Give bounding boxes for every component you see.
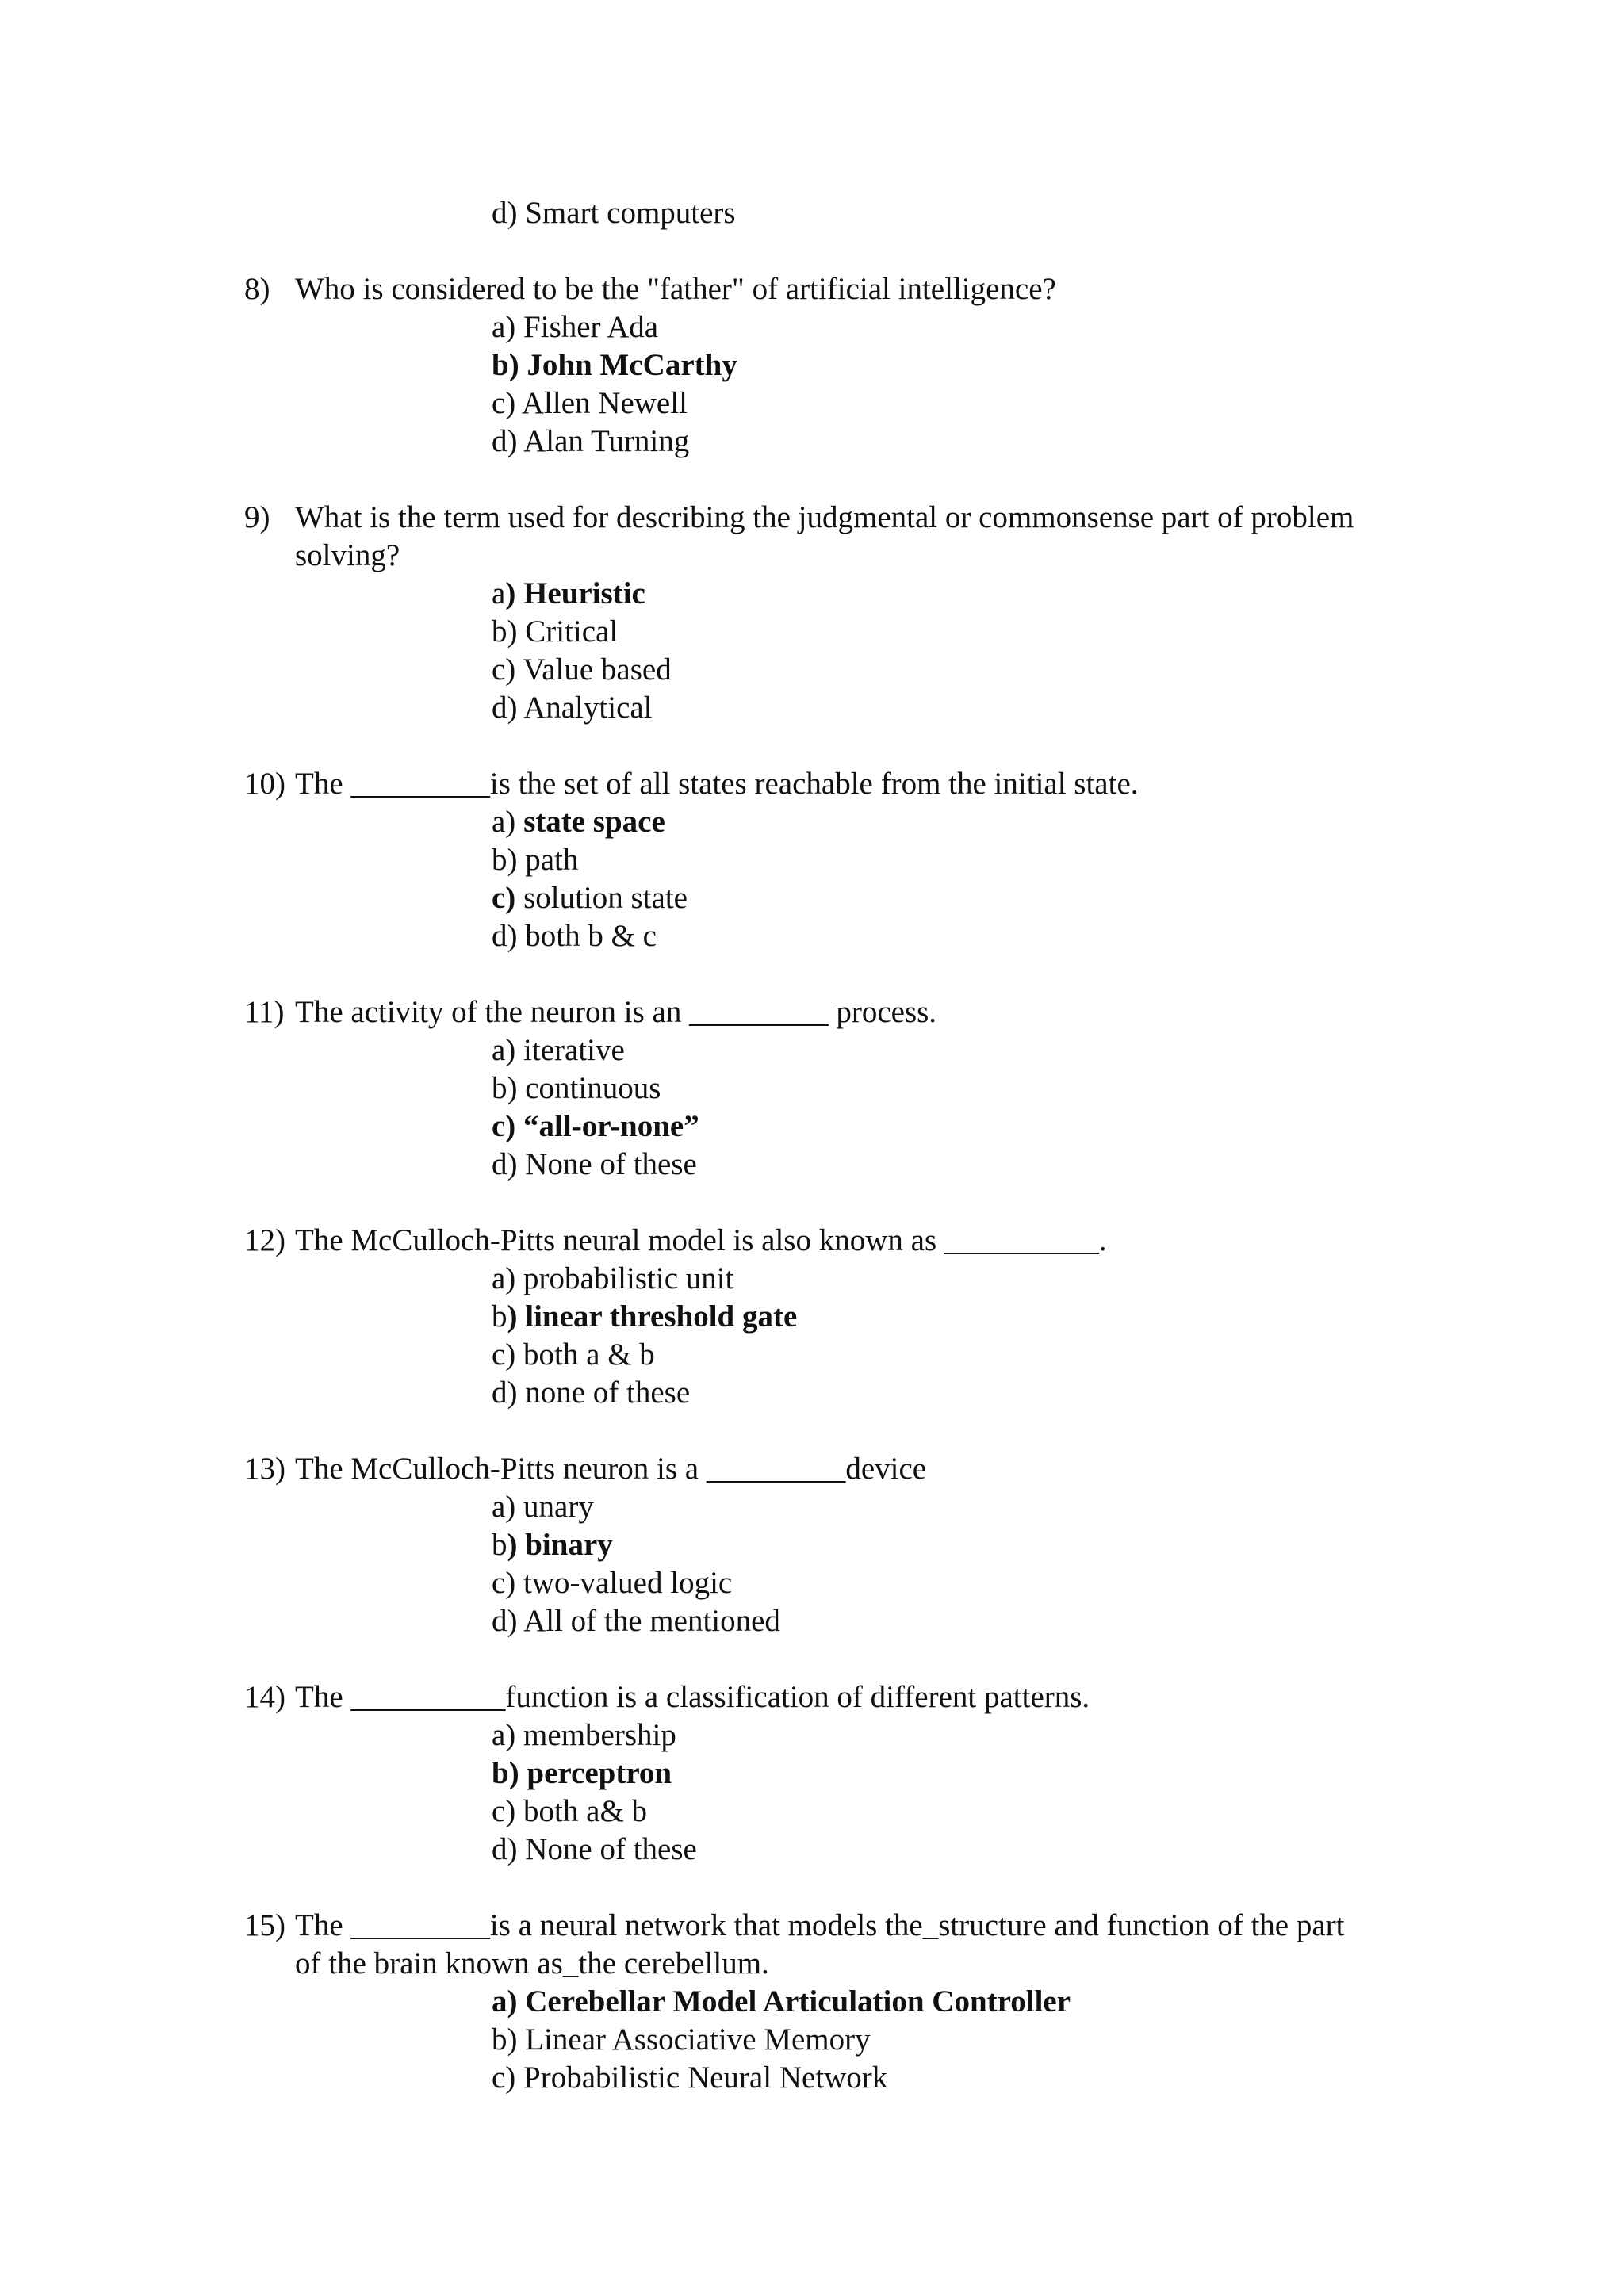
option-13b-bold: ) binary xyxy=(507,1528,613,1562)
question-text-15: The _________is a neural network that models the_structure and function of the part xyxy=(295,1908,1345,1942)
question-text-15-cont: of the brain known as_the cerebellum. xyxy=(295,1946,769,1980)
option-10c-bold-prefix: c) xyxy=(492,881,516,915)
option-11c-correct: c) “all-or-none” xyxy=(492,1109,699,1143)
question-text-13: The McCulloch-Pitts neuron is a _________device xyxy=(295,1452,927,1486)
option-9c: c) Value based xyxy=(492,652,672,687)
question-text-14: The __________function is a classification of different patterns. xyxy=(295,1680,1090,1714)
option-15a-correct: a) Cerebellar Model Articulation Controller xyxy=(492,1984,1071,2019)
option-12b-correct xyxy=(492,1298,797,1336)
option-14b-correct: b) perceptron xyxy=(492,1756,672,1790)
option-11d: d) None of these xyxy=(492,1147,697,1181)
question-text-11: The activity of the neuron is an _________ process. xyxy=(295,995,937,1029)
option-9d: d) Analytical xyxy=(492,691,653,725)
option-13a: a) unary xyxy=(492,1490,594,1524)
option-14a: a) membership xyxy=(492,1718,676,1752)
option-9a-prefix: a xyxy=(492,576,506,610)
option-8d: d) Alan Turning xyxy=(492,424,690,458)
option-10a-prefix: a) xyxy=(492,805,524,839)
option-12a: a) probabilistic unit xyxy=(492,1261,734,1295)
option-13d: d) All of the mentioned xyxy=(492,1604,780,1638)
option-12b-bold: ) linear threshold gate xyxy=(507,1299,798,1334)
option-9a-bold: ) Heuristic xyxy=(505,576,645,610)
option-12d: d) none of these xyxy=(492,1376,691,1410)
option-9a-correct xyxy=(492,575,645,613)
option-14d: d) None of these xyxy=(492,1832,697,1866)
option-10c-rest: solution state xyxy=(515,881,688,915)
option-13b-prefix: b xyxy=(492,1528,508,1562)
question-number-8: 8) xyxy=(244,272,270,306)
option-9b: b) Critical xyxy=(492,614,619,649)
option-14c: c) both a& b xyxy=(492,1794,648,1828)
question-number-14: 14) xyxy=(244,1680,285,1714)
option-8b-correct: b) John McCarthy xyxy=(492,348,737,382)
option-12c: c) both a & b xyxy=(492,1337,655,1372)
option-d-carryover: d) Smart computers xyxy=(492,196,736,230)
option-13c: c) two-valued logic xyxy=(492,1566,733,1600)
option-8c: c) Allen Newell xyxy=(492,386,688,420)
option-15b: b) Linear Associative Memory xyxy=(492,2022,871,2057)
option-10d: d) both b & c xyxy=(492,919,657,953)
option-11b: b) continuous xyxy=(492,1071,661,1105)
question-text-8: Who is considered to be the "father" of artificial intelligence? xyxy=(295,272,1056,306)
question-text-12: The McCulloch-Pitts neural model is also known as __________. xyxy=(295,1223,1107,1257)
option-13b-correct xyxy=(492,1526,613,1564)
option-10b: b) path xyxy=(492,843,579,877)
question-text-10: The _________is the set of all states reachable from the initial state. xyxy=(295,767,1139,801)
question-number-12: 12) xyxy=(244,1223,285,1257)
question-text-9-cont: solving? xyxy=(295,538,400,572)
question-number-9: 9) xyxy=(244,500,270,534)
question-number-10: 10) xyxy=(244,767,285,801)
question-number-11: 11) xyxy=(244,995,285,1029)
question-text-9: What is the term used for describing the judgmental or commonsense part of problem xyxy=(295,500,1354,534)
question-number-13: 13) xyxy=(244,1452,285,1486)
option-12b-prefix: b xyxy=(492,1299,508,1334)
option-15c: c) Probabilistic Neural Network xyxy=(492,2061,888,2095)
option-10a-bold: state space xyxy=(523,805,665,839)
option-8a: a) Fisher Ada xyxy=(492,310,659,344)
option-10c xyxy=(492,879,688,917)
option-10a-correct xyxy=(492,803,665,841)
option-11a: a) iterative xyxy=(492,1033,625,1067)
question-number-15: 15) xyxy=(244,1908,285,1942)
